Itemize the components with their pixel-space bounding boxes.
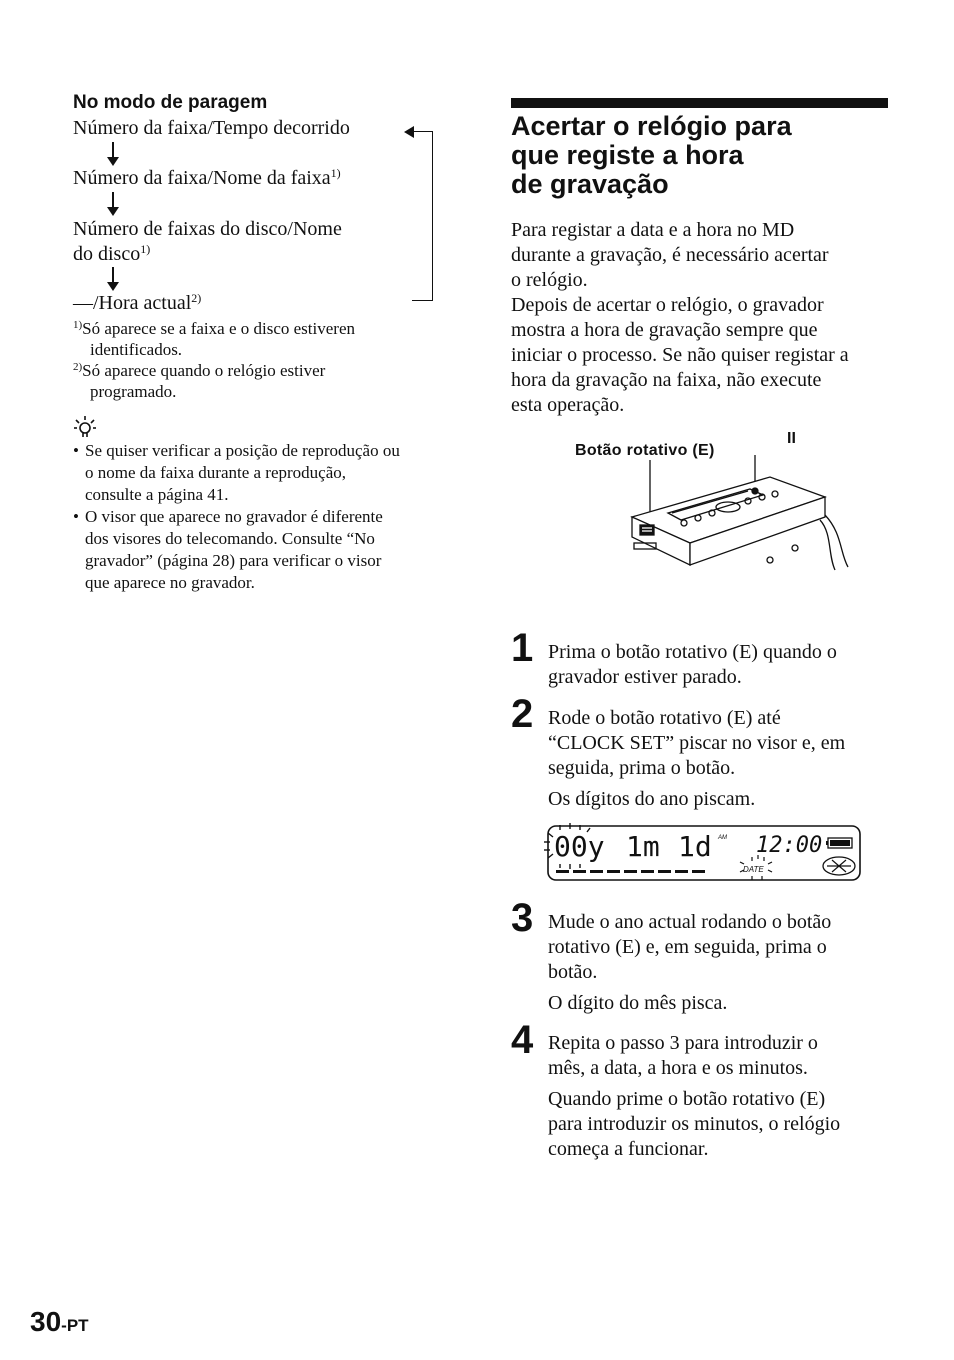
intro-2-line5: esta operação. [511,394,625,416]
intro-2-line4: hora da gravação na faixa, não execute [511,369,822,391]
step-4-result [548,1087,893,1162]
light-bulb-icon [72,414,98,440]
flow-item-1 [73,116,350,141]
step-4-line1: Repita o passo 3 para introduzir o [548,1032,818,1054]
flow-item-4 [73,291,201,316]
flow-item-2-text: Número da faixa/Nome da faixa [73,167,331,189]
lcd-date-tag: DATE [743,865,764,874]
intro-2-line2: mostra a hora de gravação sempre que [511,319,818,341]
step-number-3: 3 [511,896,534,940]
step-3-line3: botão. [548,961,598,983]
step-number-1: 1 [511,626,534,670]
flow-item-3-line2: do disco [73,243,141,265]
tip-2-line4: que aparece no gravador. [85,573,255,592]
lcd-month: 1m [626,830,660,863]
page-number-suffix: -PT [61,1316,89,1335]
down-arrow-icon [106,142,120,166]
step-1-line2: gravador estiver parado. [548,666,742,688]
step-3-result: O dígito do mês pisca. [548,992,728,1014]
stop-mode-heading: No modo de paragem [73,92,268,113]
footnote-2-line2: programado. [90,382,177,401]
tip-2-line2: dos visores do telecomando. Consulte “No [85,529,375,548]
intro-1-line1: Para registar a data e a hora no MD [511,219,795,241]
step-2-text [548,706,893,812]
tip-item-2 [73,506,453,594]
tip-2-line3: gravador” (página 28) para verificar o visor [85,551,382,570]
page-number-value: 30 [30,1306,62,1337]
intro-1-line2: durante a gravação, é necessário acertar [511,244,829,266]
section-title-line1: Acertar o relógio para [511,111,792,141]
bullet-icon: • [73,441,79,460]
lcd-year: 00y [554,830,605,863]
tips-list [73,440,453,594]
step-2-result: Os dígitos do ano piscam. [548,788,756,810]
down-arrow-icon [106,267,120,291]
flow-item-3 [73,217,342,267]
footnote-1-line1: Só aparece se a faixa e o disco estiveren [82,319,355,338]
tip-1-line3: consulte a página 41. [85,485,229,504]
section-title-line2: que registe a hora [511,140,744,170]
track-segments [556,870,705,873]
bullet-icon: • [73,507,79,526]
step-3-line1: Mude o ano actual rodando o botão [548,911,832,933]
intro-2-line3: iniciar o processo. Se não quiser registar a [511,344,849,366]
footnote-2-line1: Só aparece quando o relógio estiver [82,361,326,380]
step-4-result-line3: começa a funcionar. [548,1138,709,1160]
footnote-1-mark: 1) [73,319,83,331]
tip-1-line2: o nome da faixa durante a reprodução, [85,463,347,482]
flow-item-4-text: —/Hora actual [73,292,192,314]
lcd-day: 1d [678,830,712,863]
section-title-line3: de gravação [511,169,669,199]
step-4-result-line1: Quando prime o botão rotativo (E) [548,1088,826,1110]
intro-paragraph-1 [511,218,891,293]
lcd-time: 12:00 [756,833,823,858]
intro-1-line3: o relógio. [511,269,588,291]
section-rule [511,98,888,108]
intro-2-line1: Depois de acertar o relógio, o gravador [511,294,824,316]
step-4-result-line2: para introduzir os minutos, o relógio [548,1113,841,1135]
footnote-2-mark: 2) [73,361,83,373]
intro-text [511,218,891,418]
footnote-1 [73,318,433,360]
loop-arrow-icon [404,126,414,138]
step-1-line1: Prima o botão rotativo (E) quando o [548,641,837,663]
step-number-4: 4 [511,1018,534,1062]
step-4-text [548,1031,893,1162]
footnote-1-line2: identificados. [90,340,183,359]
tip-2-line1: O visor que aparece no gravador é diferente [85,507,383,526]
tip-item-1 [73,440,453,506]
step-3-text [548,910,893,1016]
flow-item-2-sup: 1) [330,166,341,180]
step-3-line2: rotativo (E) e, em seguida, prima o [548,936,827,958]
flow-item-1-text: Número da faixa/Tempo decorrido [73,117,350,139]
footnote-2 [73,360,433,402]
flow-item-3-sup: 1) [140,242,151,256]
step-1-text [548,640,893,690]
step-4-line2: mês, a data, a hora e os minutos. [548,1057,808,1079]
down-arrow-icon [106,192,120,216]
page-number [30,1306,89,1338]
step-2-line3: seguida, prima o botão. [548,757,736,779]
step-2-line2: “CLOCK SET” piscar no visor e, em [548,732,846,754]
flow-item-2 [73,166,341,191]
flow-item-3-line1: Número de faixas do disco/Nome [73,218,342,240]
step-number-2: 2 [511,692,534,736]
intro-paragraph-2 [511,293,891,418]
loop-back-line [412,131,433,301]
lcd-display [540,820,865,886]
dial-button-label: Botão rotativo (E) [575,442,715,459]
step-2-line1: Rode o botão rotativo (E) até [548,707,781,729]
flow-item-4-sup: 2) [191,291,202,305]
md-recorder-illustration [620,455,850,580]
tip-1-line1: Se quiser verificar a posição de reprodução ou [85,441,400,460]
lcd-am: AM [718,835,727,841]
pause-button-label: II [787,430,796,447]
section-title [511,112,891,199]
